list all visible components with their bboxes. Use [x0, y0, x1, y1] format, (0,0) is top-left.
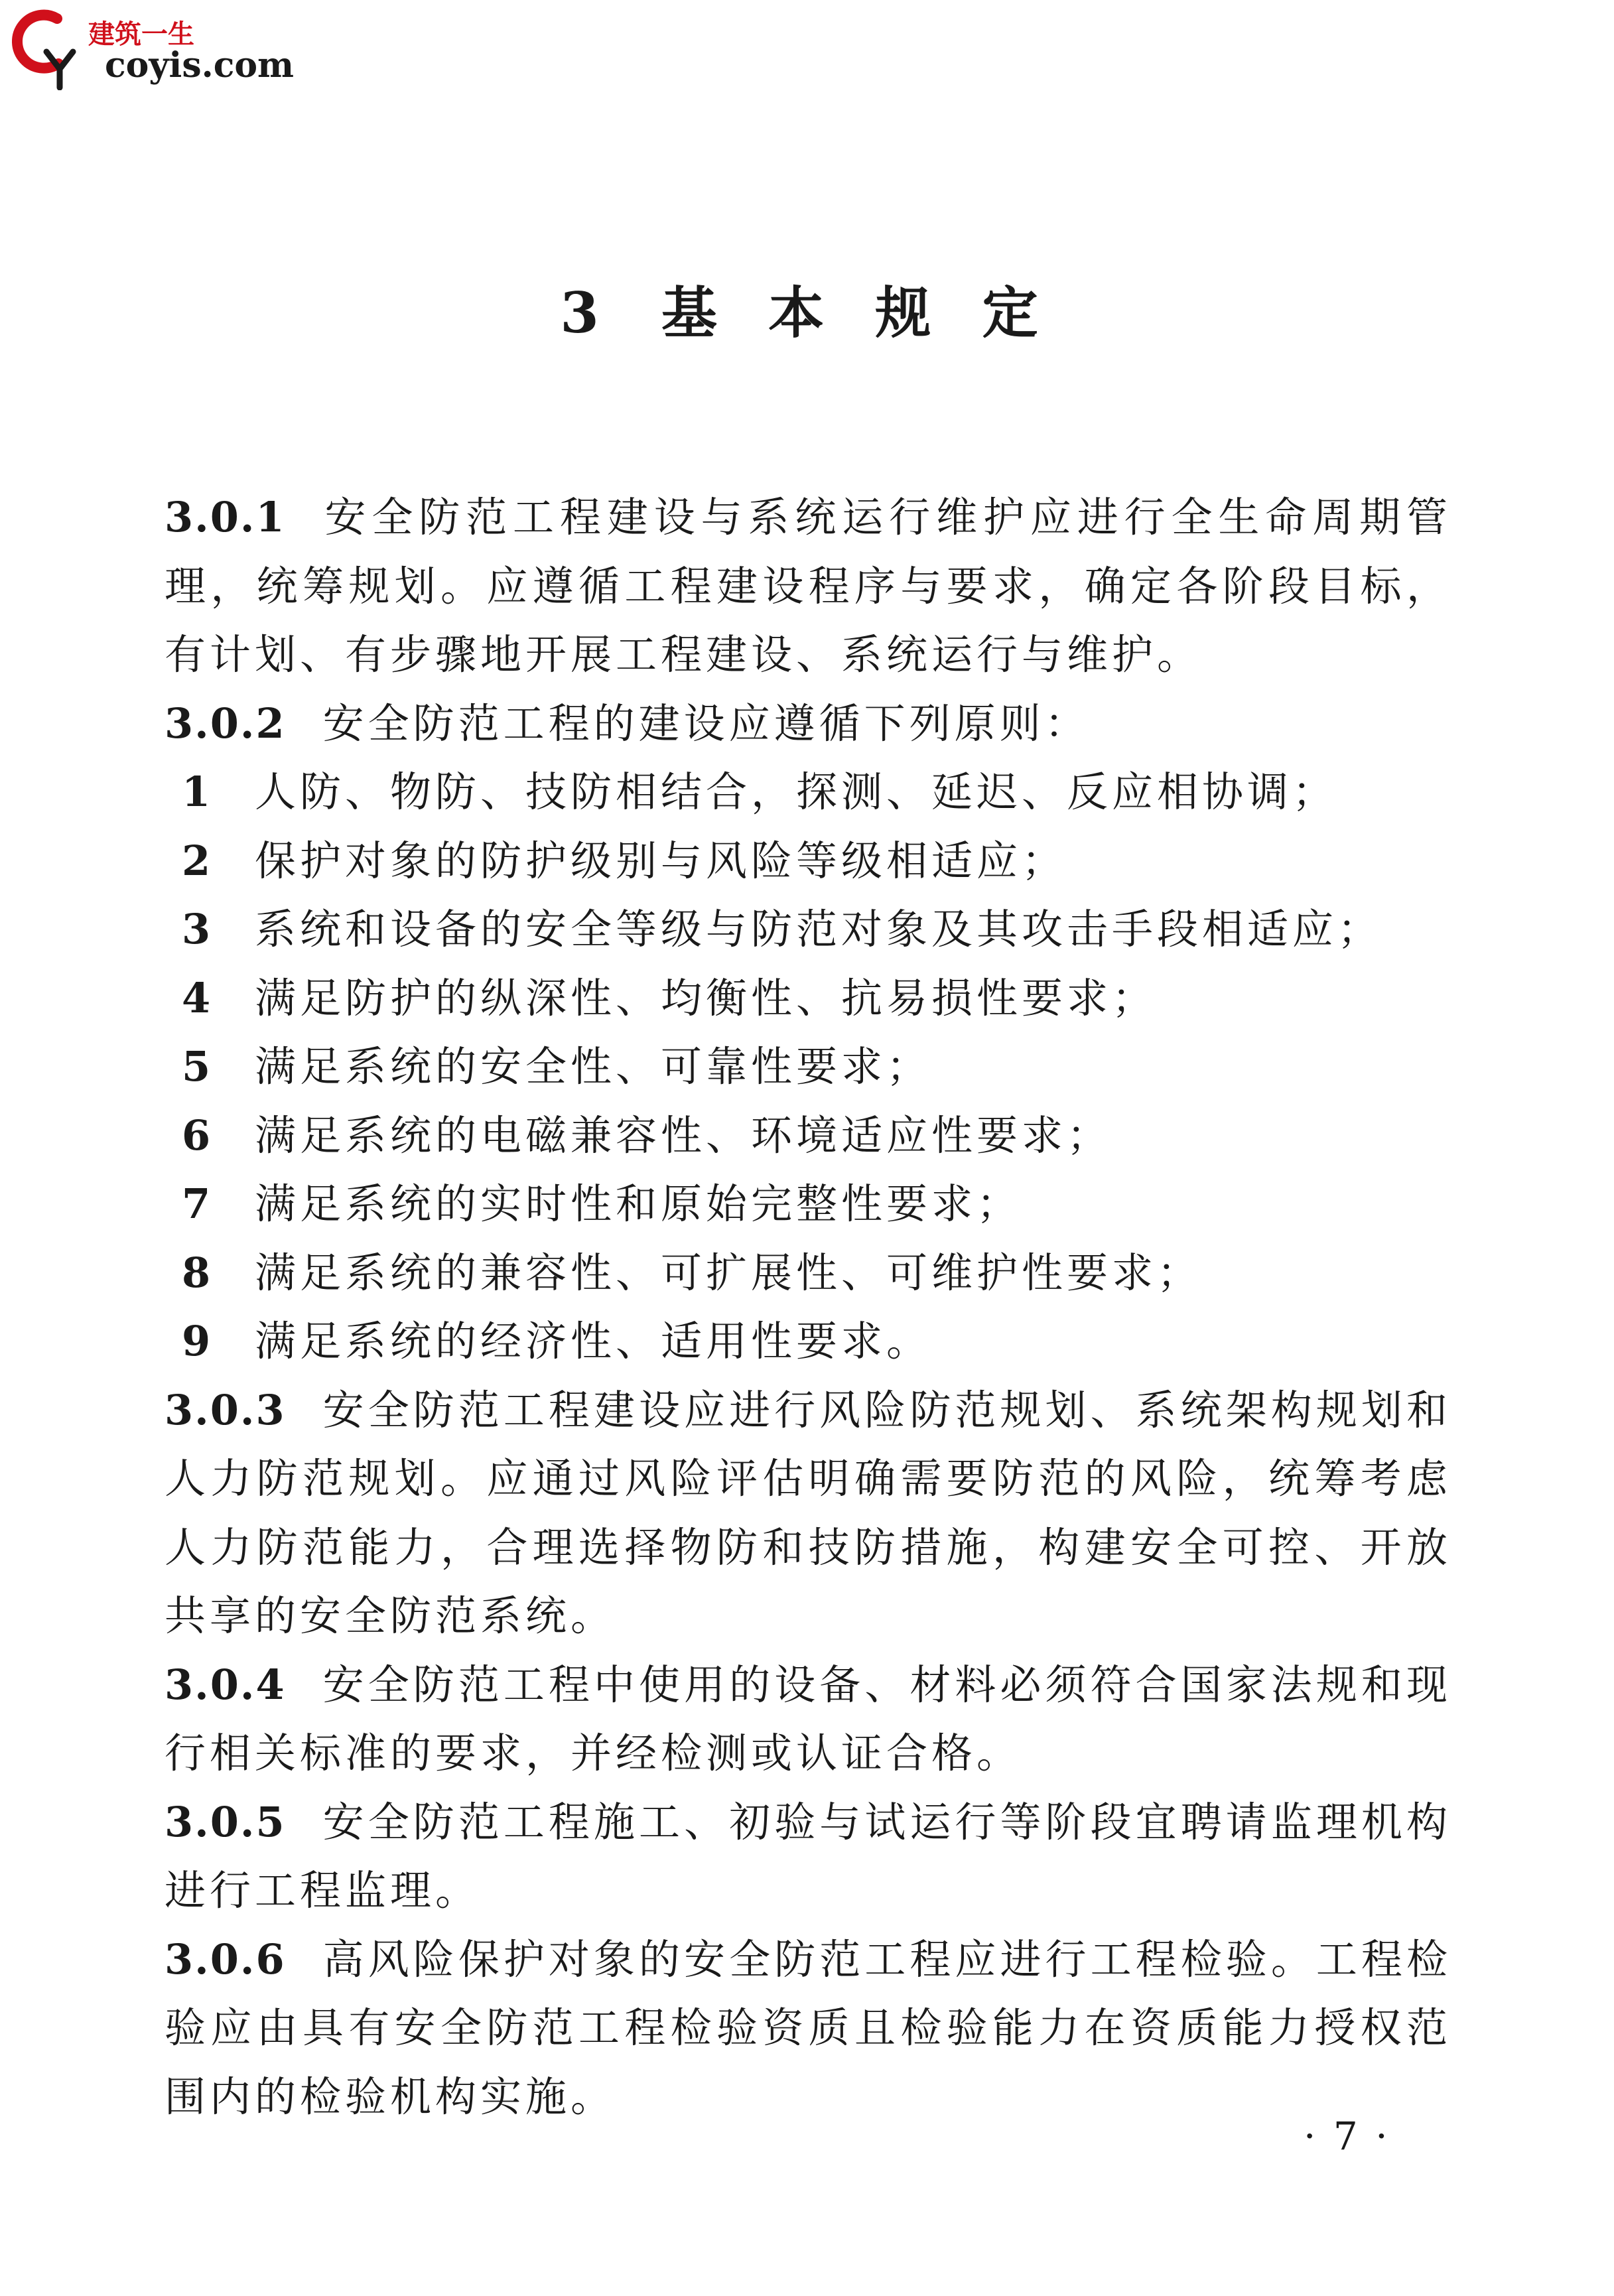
clause-text: 安全防范工程的建设应遵循下列原则：: [322, 699, 1090, 748]
clause-number: 3.0.3: [165, 1385, 286, 1434]
item-text: 满足系统的实时性和原始完整性要求；: [255, 1180, 1022, 1228]
principle-item: [165, 895, 1451, 964]
clause-3-0-2: [165, 689, 1451, 758]
document-body: [165, 483, 1451, 2131]
principle-item: [165, 827, 1451, 896]
clause-3-0-6: [165, 1925, 1451, 2131]
chapter-heading: [0, 269, 1614, 349]
item-text: 满足防护的纵深性、均衡性、抗易损性要求；: [255, 973, 1158, 1022]
clause-3-0-4: [165, 1651, 1451, 1788]
chapter-title: 基 本 规 定: [661, 280, 1054, 346]
watermark-url: coyis.com: [105, 45, 295, 86]
principle-item: [165, 1307, 1451, 1376]
item-number: 8: [182, 1248, 215, 1297]
item-text: 系统和设备的安全等级与防范对象及其攻击手段相适应；: [255, 905, 1383, 953]
principle-item: [165, 758, 1451, 827]
principle-item: [165, 1170, 1451, 1239]
item-number: 4: [182, 973, 215, 1022]
chapter-number: 3: [560, 280, 615, 346]
item-number: 3: [182, 905, 215, 953]
item-text: 保护对象的防护级别与风险等级相适应；: [255, 836, 1067, 885]
item-number: 5: [182, 1042, 215, 1091]
watermark-logo: [5, 4, 324, 97]
clause-text: 安全防范工程建设与系统运行维护应进行全生命周期管理，统筹规划。应遵循工程建设程序与要求，确定各阶段目标，有计划、有步骤地开展工程建设、系统运行与维护。: [165, 493, 1451, 679]
item-number: 1: [182, 768, 215, 816]
clause-text: 高风险保护对象的安全防范工程应进行工程检验。工程检验应由具有安全防范工程检验资质且检验能力在资质能力授权范围内的检验机构实施。: [165, 1934, 1451, 2121]
cy-logo-icon: [5, 4, 85, 90]
item-number: 9: [182, 1317, 215, 1365]
clause-3-0-5: [165, 1788, 1451, 1925]
principle-item: [165, 1101, 1451, 1170]
item-text: 满足系统的经济性、适用性要求。: [255, 1317, 932, 1365]
item-number: 2: [182, 836, 215, 885]
clause-number: 3.0.5: [165, 1797, 286, 1846]
item-number: 7: [182, 1180, 215, 1228]
clause-number: 3.0.1: [165, 493, 286, 541]
principle-item: [165, 964, 1451, 1033]
clause-number: 3.0.2: [165, 699, 286, 748]
clause-3-0-3: [165, 1376, 1451, 1651]
clause-number: 3.0.4: [165, 1660, 286, 1709]
clause-text: 安全防范工程施工、初验与试运行等阶段宜聘请监理机构进行工程监理。: [165, 1797, 1451, 1915]
item-text: 满足系统的兼容性、可扩展性、可维护性要求；: [255, 1248, 1203, 1297]
item-text: 满足系统的电磁兼容性、环境适应性要求；: [255, 1111, 1112, 1160]
clause-text: 安全防范工程中使用的设备、材料必须符合国家法规和现行相关标准的要求，并经检测或认证合格。: [165, 1660, 1451, 1777]
principle-item: [165, 1239, 1451, 1308]
clause-text: 安全防范工程建设应进行风险防范规划、系统架构规划和人力防范规划。应通过风险评估明确需要防范的风险，统筹考虑人力防范能力，合理选择物防和技防措施，构建安全可控、开放共享的安全防范系统。: [165, 1385, 1451, 1640]
clause-number: 3.0.6: [165, 1934, 286, 1984]
watermark-cn-text: 建筑一生: [88, 19, 194, 50]
item-text: 人防、物防、技防相结合，探测、延迟、反应相协调；: [255, 768, 1338, 816]
page-number: · 7 ·: [1304, 2114, 1390, 2159]
clause-3-0-1: [165, 483, 1451, 689]
principle-item: [165, 1032, 1451, 1101]
item-text: 满足系统的安全性、可靠性要求；: [255, 1042, 932, 1091]
item-number: 6: [182, 1111, 215, 1160]
